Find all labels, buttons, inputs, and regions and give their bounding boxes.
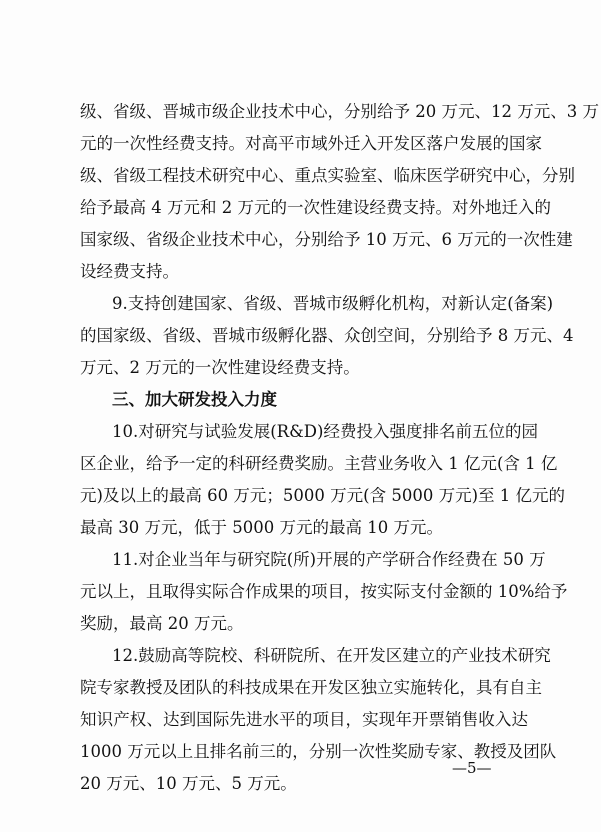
- paragraph-line: 11.对企业当年与研究院(所)开展的产学研合作经费在 50 万: [112, 550, 546, 569]
- paragraph-line: 最高 30 万元，低于 5000 万元的最高 10 万元。: [80, 518, 443, 537]
- paragraph-line: 元)及以上的最高 60 万元；5000 万元(含 5000 万元)至 1 亿元的: [80, 486, 566, 505]
- paragraph-line: 的国家级、省级、晋城市级孵化器、众创空间，分别给予 8 万元、4: [80, 326, 574, 345]
- paragraph-line: 20 万元、10 万元、5 万元。: [80, 774, 297, 793]
- paragraph-line: 9.支持创建国家、省级、晋城市级孵化机构，对新认定(备案): [112, 294, 554, 313]
- page-number: —5—: [452, 759, 492, 777]
- paragraph-line: 万元、2 万元的一次性建设经费支持。: [80, 358, 360, 377]
- paragraph-line: 知识产权、达到国际先进水平的项目，实现年开票销售收入达: [80, 710, 528, 729]
- paragraph-line: 元以上，且取得实际合作成果的项目，按实际支付金额的 10%给予: [80, 582, 568, 601]
- paragraph-line: 区企业，给予一定的科研经费奖励。主营业务收入 1 亿元(含 1 亿: [80, 454, 558, 473]
- paragraph-line: 设经费支持。: [80, 262, 179, 281]
- paragraph-line: 级、省级工程技术研究中心、重点实验室、临床医学研究中心，分别: [80, 166, 575, 185]
- paragraph-line: 级、省级、晋城市级企业技术中心，分别给予 20 万元、12 万元、3 万: [80, 102, 599, 121]
- paragraph-line: 10.对研究与试验发展(R&D)经费投入强度排名前五位的园: [112, 422, 538, 441]
- paragraph-line: 给予最高 4 万元和 2 万元的一次性建设经费支持。对外地迁入的: [80, 198, 551, 217]
- section-heading: 三、加大研发投入力度: [112, 390, 277, 409]
- paragraph-line: 元的一次性经费支持。对高平市域外迁入开发区落户发展的国家: [80, 134, 542, 153]
- paragraph-line: 国家级、省级企业技术中心，分别给予 10 万元、6 万元的一次性建: [80, 230, 573, 249]
- paragraph-line: 1000 万元以上且排名前三的，分别一次性奖励专家、教授及团队: [80, 742, 557, 761]
- paragraph-line: 奖励，最高 20 万元。: [80, 614, 244, 633]
- paragraph-line: 12.鼓励高等院校、科研院所、在开发区建立的产业技术研究: [112, 646, 551, 665]
- paragraph-line: 院专家教授及团队的科技成果在开发区独立实施转化，具有自主: [80, 678, 542, 697]
